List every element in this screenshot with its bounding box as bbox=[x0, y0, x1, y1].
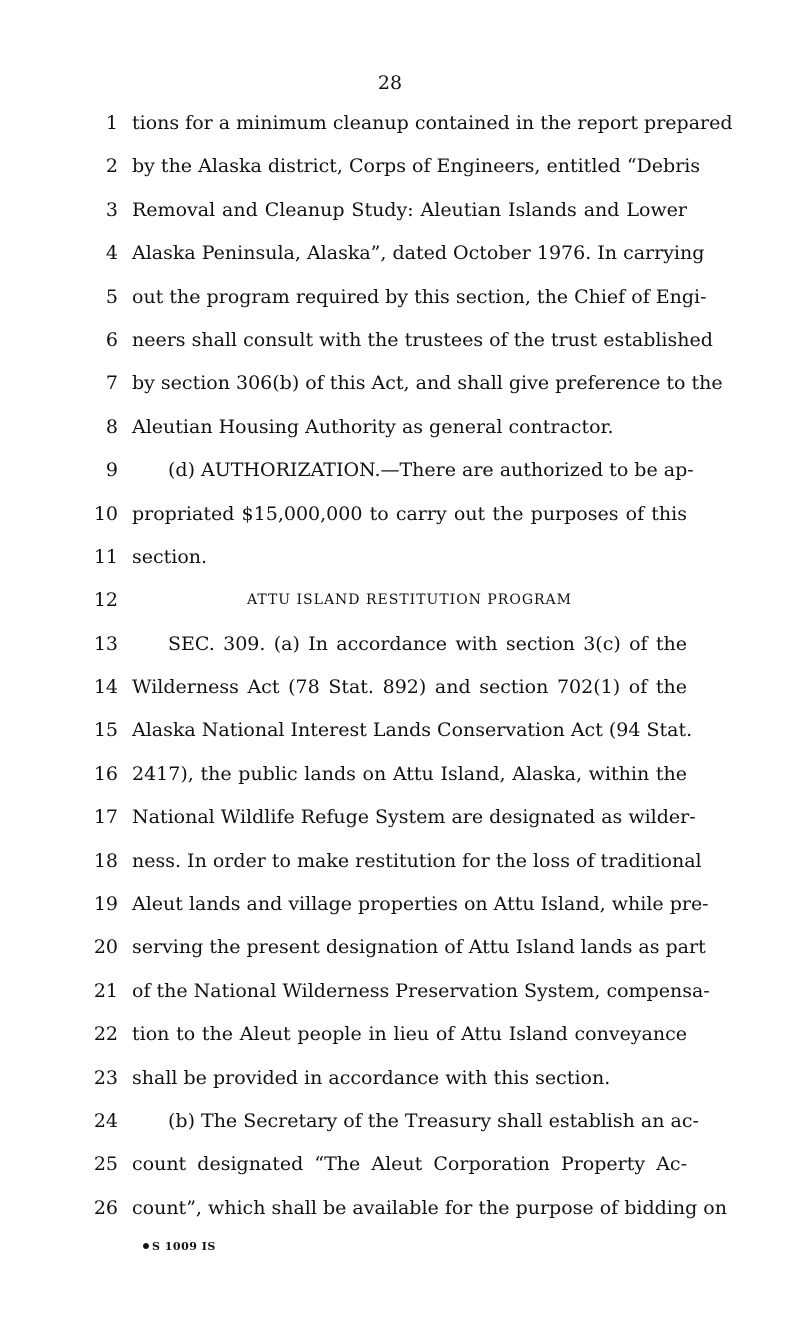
line-14 bbox=[0, 671, 800, 714]
line-text: shall be provided in accordance with this section. bbox=[132, 1066, 611, 1089]
line-number: 4 bbox=[105, 242, 118, 265]
line-number: 10 bbox=[93, 502, 118, 525]
line-19 bbox=[0, 888, 800, 931]
line-17 bbox=[0, 801, 800, 844]
line-number: 13 bbox=[93, 632, 118, 655]
line-number: 8 bbox=[105, 415, 118, 438]
line-12 bbox=[0, 584, 800, 627]
line-number: 3 bbox=[105, 198, 118, 221]
line-15 bbox=[0, 714, 800, 757]
line-text: tions for a minimum cleanup contained in the report prepared bbox=[132, 112, 733, 134]
bill-footer bbox=[143, 1240, 216, 1253]
line-number: 6 bbox=[105, 328, 118, 351]
line-text: ness. In order to make restitution for the loss of traditional bbox=[132, 849, 702, 872]
line-9 bbox=[0, 454, 800, 497]
line-number: 20 bbox=[93, 936, 118, 959]
line-22 bbox=[0, 1018, 800, 1061]
line-number: 23 bbox=[93, 1066, 118, 1089]
line-number: 18 bbox=[93, 849, 118, 872]
line-4 bbox=[0, 237, 800, 280]
line-number: 7 bbox=[105, 372, 118, 395]
line-3 bbox=[0, 194, 800, 237]
line-text: out the program required by this section, the Chief of Engi- bbox=[132, 285, 707, 308]
line-number: 15 bbox=[93, 719, 118, 742]
line-text: neers shall consult with the trustees of the trust established bbox=[132, 328, 713, 351]
line-number: 14 bbox=[93, 676, 118, 699]
line-text: Wilderness Act (78 Stat. 892) and section 702(1) of the bbox=[132, 676, 687, 699]
line-text: count designated “The Aleut Corporation Property Ac- bbox=[132, 1153, 687, 1176]
line-21 bbox=[0, 975, 800, 1018]
line-text: tion to the Aleut people in lieu of Attu Island conveyance bbox=[132, 1023, 687, 1046]
line-11 bbox=[0, 541, 800, 584]
line-6 bbox=[0, 324, 800, 367]
line-number: 1 bbox=[105, 112, 118, 134]
line-26 bbox=[0, 1192, 800, 1235]
line-text: serving the present designation of Attu Island lands as part bbox=[132, 936, 706, 959]
line-18 bbox=[0, 845, 800, 888]
line-number: 17 bbox=[93, 806, 118, 829]
line-25 bbox=[0, 1148, 800, 1191]
line-text: National Wildlife Refuge System are designated as wilder- bbox=[132, 806, 696, 829]
line-text: section. bbox=[132, 545, 208, 568]
line-text: count”, which shall be available for the purpose of bidding on bbox=[132, 1196, 727, 1219]
line-10 bbox=[0, 498, 800, 541]
line-text: Aleut lands and village properties on Attu Island, while pre- bbox=[132, 893, 709, 916]
line-list bbox=[0, 107, 800, 1235]
line-number: 2 bbox=[105, 155, 118, 178]
line-text: by section 306(b) of this Act, and shall give preference to the bbox=[132, 372, 723, 395]
line-1 bbox=[0, 107, 800, 150]
line-text: Alaska National Interest Lands Conservation Act (94 Stat. bbox=[132, 719, 693, 742]
page-number: 28 bbox=[377, 72, 403, 94]
line-2 bbox=[0, 150, 800, 193]
line-number: 24 bbox=[93, 1109, 118, 1132]
line-text: (b) The Secretary of the Treasury shall establish an ac- bbox=[168, 1109, 699, 1132]
bill-identifier: S 1009 IS bbox=[152, 1240, 216, 1253]
line-7 bbox=[0, 367, 800, 410]
bullet-icon bbox=[143, 1243, 149, 1249]
line-text: (d) AUTHORIZATION.—There are authorized to be ap- bbox=[168, 459, 694, 482]
line-text: SEC. 309. (a) In accordance with section 3(c) of the bbox=[168, 632, 687, 655]
line-13 bbox=[0, 628, 800, 671]
line-text: Alaska Peninsula, Alaska”, dated October 1976. In carrying bbox=[132, 242, 705, 265]
line-text: Aleutian Housing Authority as general contractor. bbox=[132, 415, 614, 438]
section-heading: ATTU ISLAND RESTITUTION PROGRAM bbox=[247, 592, 572, 609]
line-number: 26 bbox=[93, 1196, 118, 1219]
line-number: 22 bbox=[93, 1023, 118, 1046]
line-8 bbox=[0, 411, 800, 454]
line-number: 19 bbox=[93, 893, 118, 916]
line-24 bbox=[0, 1105, 800, 1148]
line-text: propriated $15,000,000 to carry out the purposes of this bbox=[132, 502, 687, 525]
line-number: 25 bbox=[93, 1153, 118, 1176]
line-number: 9 bbox=[105, 459, 118, 482]
line-16 bbox=[0, 758, 800, 801]
line-text: of the National Wilderness Preservation System, compensa- bbox=[132, 979, 710, 1002]
line-text: 2417), the public lands on Attu Island, Alaska, within the bbox=[132, 762, 687, 785]
line-23 bbox=[0, 1062, 800, 1105]
line-number: 21 bbox=[93, 979, 118, 1002]
line-number: 5 bbox=[105, 285, 118, 308]
line-5 bbox=[0, 281, 800, 324]
line-text: by the Alaska district, Corps of Engineers, entitled “Debris bbox=[132, 155, 701, 178]
line-text: Removal and Cleanup Study: Aleutian Islands and Lower bbox=[132, 198, 687, 221]
line-number: 11 bbox=[93, 545, 118, 568]
line-20 bbox=[0, 931, 800, 974]
line-number: 12 bbox=[93, 589, 118, 612]
line-number: 16 bbox=[93, 762, 118, 785]
